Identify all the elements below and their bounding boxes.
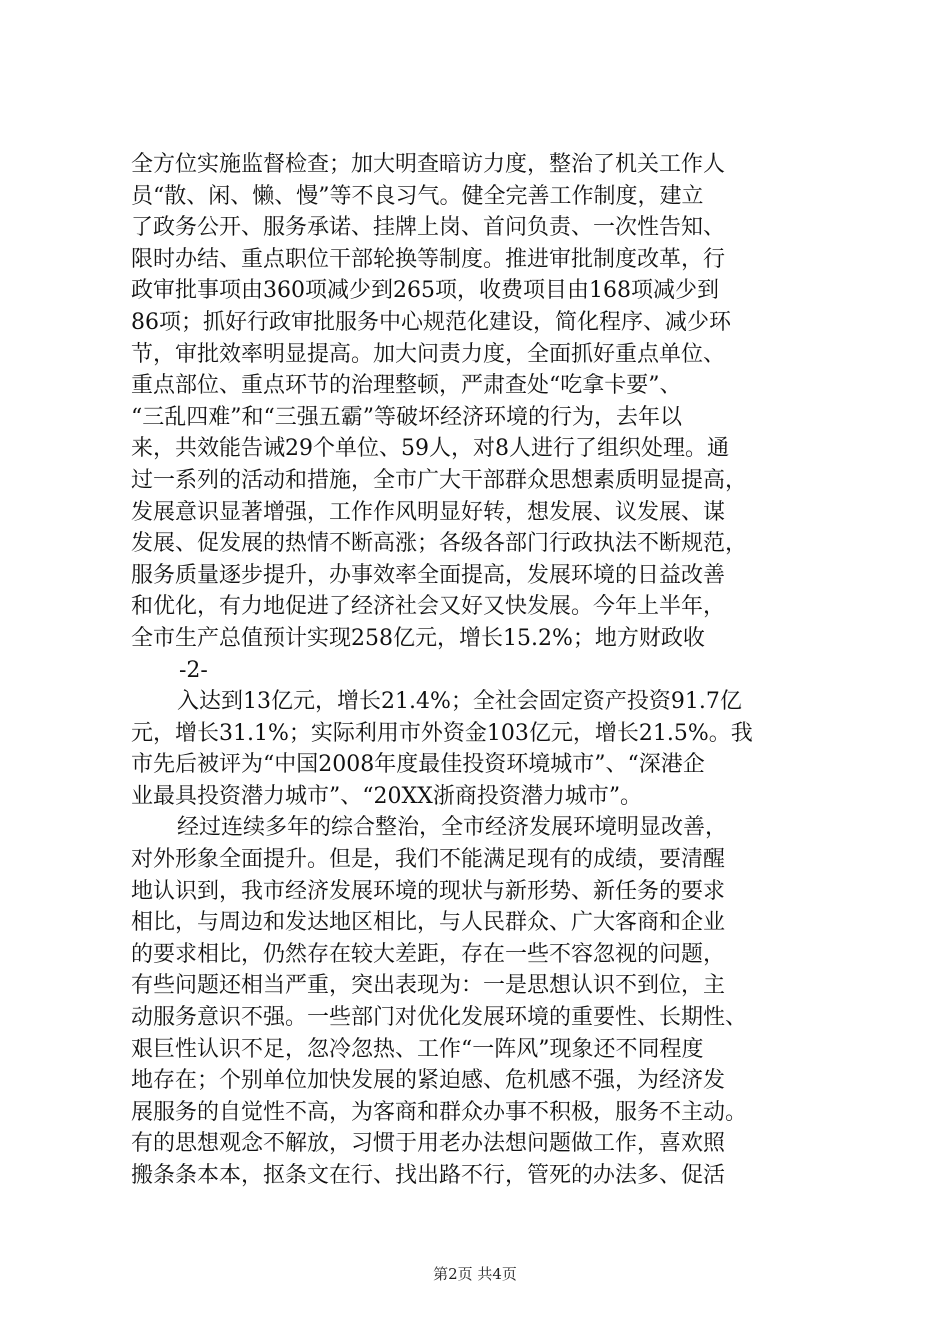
text-line: 限时办结、重点职位干部轮换等制度。推进审批制度改革，行 <box>131 246 726 272</box>
text-line: 过一系列的活动和措施，全市广大干部群众思想素质明显提高， <box>131 467 748 493</box>
text-line: 了政务公开、服务承诺、挂牌上岗、首问负责、一次性告知、 <box>131 215 726 241</box>
text-line: 有的思想观念不解放，习惯于用老办法想问题做工作，喜欢照 <box>131 1131 726 1157</box>
inline-page-marker: -2- <box>179 657 208 683</box>
text-line: 有些问题还相当严重，突出表现为：一是思想认识不到位，主 <box>131 973 726 999</box>
text-line: 发展、促发展的热情不断高涨；各级各部门行政执法不断规范， <box>131 531 748 557</box>
document-body <box>131 149 831 1192</box>
text-line: 地认识到，我市经济发展环境的现状与新形势、新任务的要求 <box>131 878 726 904</box>
text-line: 市先后被评为“中国2008年度最佳投资环境城市”、“深港企 <box>131 752 705 778</box>
text-line: 和优化，有力地促进了经济社会又好又快发展。今年上半年， <box>131 594 726 620</box>
text-line: “三乱四难”和“三强五霸”等破坏经济环境的行为，去年以 <box>131 404 682 430</box>
text-line: 节，审批效率明显提高。加大问责力度，全面抓好重点单位、 <box>131 341 726 367</box>
text-line: 重点部位、重点环节的治理整顿，严肃查处“吃拿卡要”、 <box>131 373 682 399</box>
page-footer: 第2页 共4页 <box>433 1265 517 1283</box>
text-line: 展服务的自觉性不高，为客商和群众办事不积极，服务不主动。 <box>131 1099 748 1125</box>
text-line: 相比，与周边和发达地区相比，与人民群众、广大客商和企业 <box>131 910 726 936</box>
text-line: 全方位实施监督检查；加大明查暗访力度，整治了机关工作人 <box>131 152 726 177</box>
text-line: 入达到13亿元，增长21.4%；全社会固定资产投资91.7亿 <box>177 689 742 715</box>
text-line: 来，共效能告诫29个单位、59人，对8人进行了组织处理。通 <box>131 436 729 462</box>
paragraph-start-line: 经过连续多年的综合整治，全市经济发展环境明显改善， <box>177 815 728 841</box>
text-line: 地存在；个别单位加快发展的紧迫感、危机感不强，为经济发 <box>131 1068 726 1094</box>
text-line: 元，增长31.1%；实际利用市外资金103亿元，增长21.5%。我 <box>131 720 753 746</box>
text-line: 全市生产总值预计实现258亿元，增长15.2%；地方财政收 <box>131 625 705 651</box>
text-line: 对外形象全面提升。但是，我们不能满足现有的成绩，要清醒 <box>131 847 726 873</box>
text-line: 的要求相比，仍然存在较大差距，存在一些不容忽视的问题， <box>131 941 726 967</box>
text-line: 86项；抓好行政审批服务中心规范化建设，简化程序、减少环 <box>131 309 731 335</box>
text-line: 政审批事项由360项减少到265项，收费项目由168项减少到 <box>131 278 719 304</box>
text-line: 艰巨性认识不足，忽冷忽热、工作“一阵风”现象还不同程度 <box>131 1036 704 1062</box>
text-line: 搬条条本本，抠条文在行、找出路不行，管死的办法多、促活 <box>131 1163 726 1188</box>
text-line: 发展意识显著增强，工作作风明显好转，想发展、议发展、谋 <box>131 499 726 525</box>
text-line: 动服务意识不强。一些部门对优化发展环境的重要性、长期性、 <box>131 1005 748 1031</box>
text-line: 员“散、闲、懒、慢”等不良习气。健全完善工作制度，建立 <box>131 183 704 209</box>
text-line: 服务质量逐步提升，办事效率全面提高，发展环境的日益改善 <box>131 562 726 588</box>
text-line: 业最具投资潜力城市”、“20XX浙商投资潜力城市”。 <box>131 783 643 809</box>
